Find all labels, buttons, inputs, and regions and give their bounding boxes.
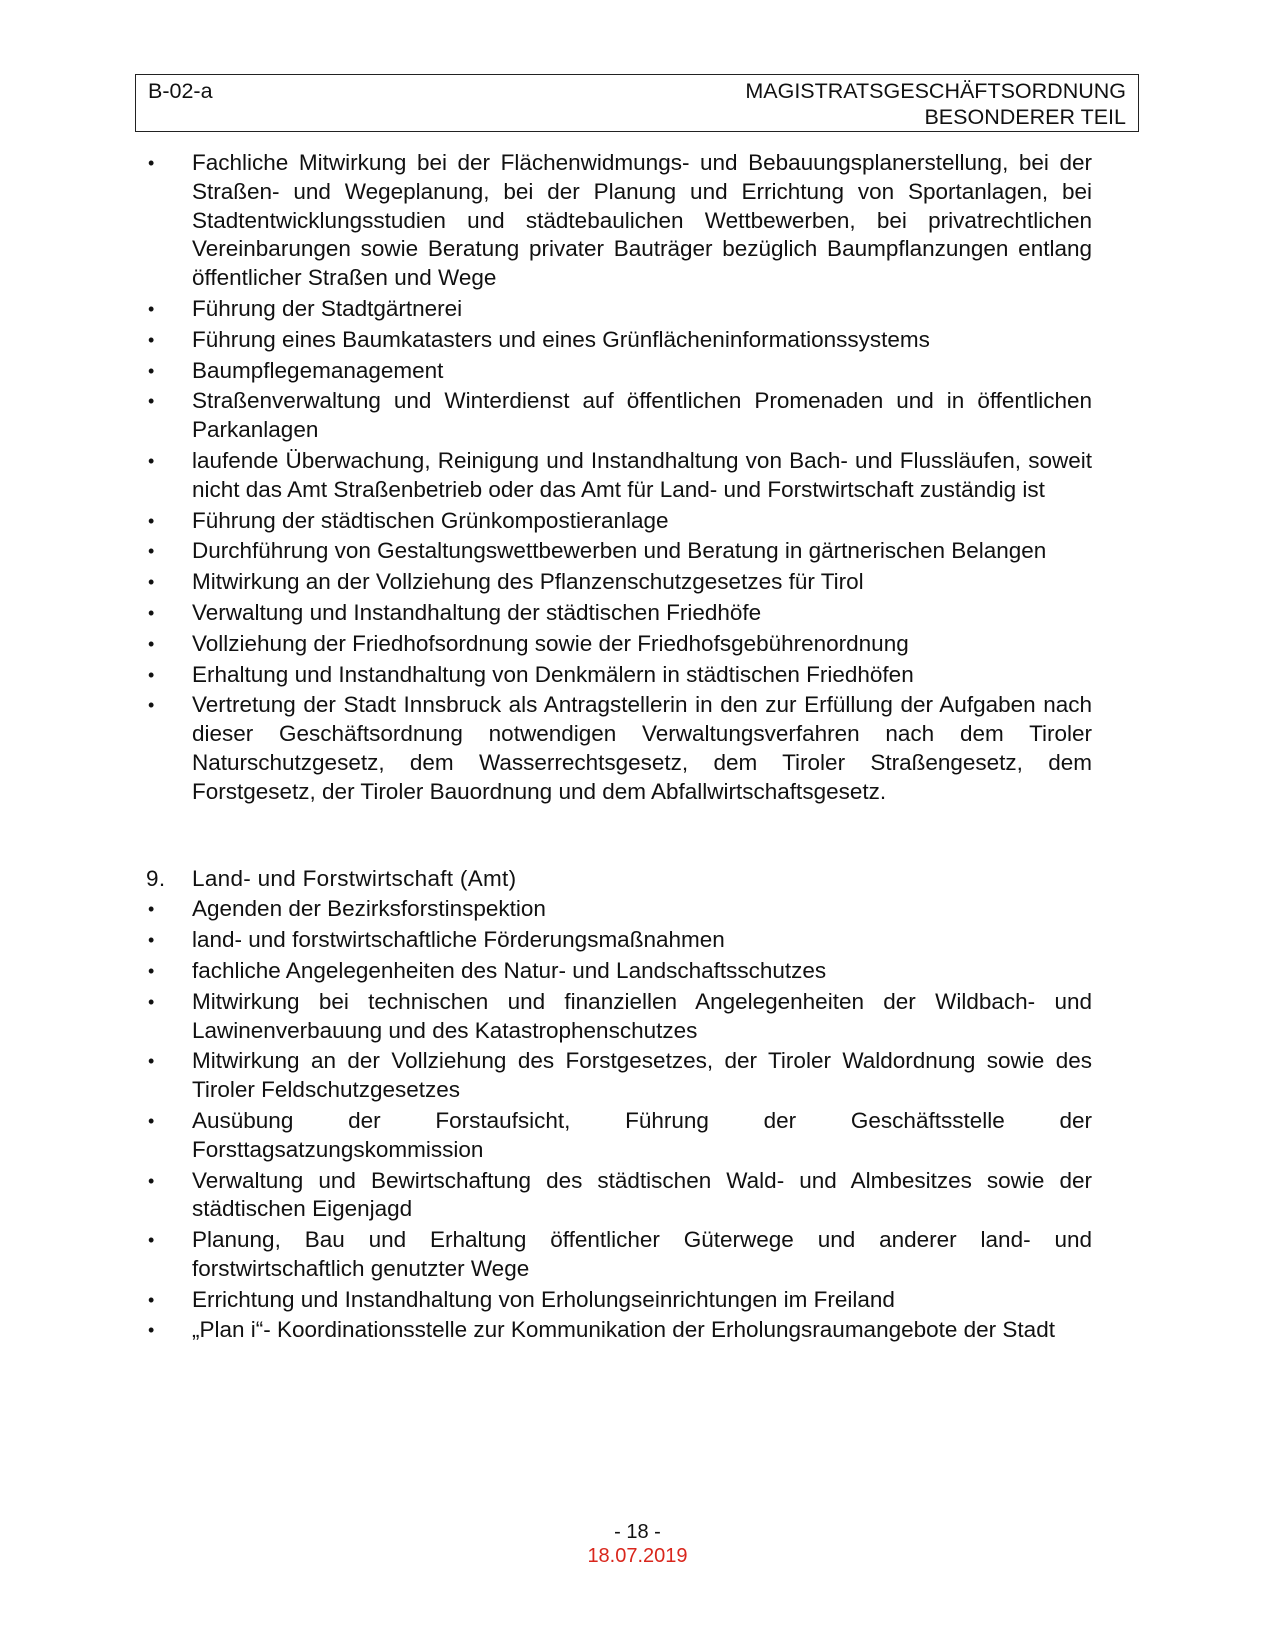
bullet-icon: • <box>148 602 155 623</box>
list-item-text: Vertretung der Stadt Innsbruck als Antragstellerin in den zur Erfüllung der Aufgaben nach dieser Geschäftsordnung notwendigen Verwaltungsverfahren nach dem Tiroler Naturschutzgesetz, dem Wasserrechtsgesetz, dem Tiroler Straßengesetz, dem Forstgesetz, der Tiroler Bauordnung und dem Abfallwirtschaftsgesetz. <box>192 692 1092 804</box>
list-item-text: land- und forstwirtschaftliche Förderungsmaßnahmen <box>192 927 725 953</box>
list-item-text: Führung der städtischen Grünkompostieranlage <box>192 507 669 533</box>
list-item <box>146 1316 1092 1345</box>
bullet-icon: • <box>148 664 155 685</box>
list-item-text: Mitwirkung bei technischen und finanziellen Angelegenheiten der Wildbach- und Lawinenverbauung und des Katastrophenschutzes <box>192 988 1092 1043</box>
list-item <box>146 1047 1092 1105</box>
list-item-text: Verwaltung und Bewirtschaftung des städtischen Wald- und Almbesitzes sowie der städtischen Eigenjagd <box>192 1167 1092 1222</box>
list-item-text: Errichtung und Instandhaltung von Erholungseinrichtungen im Freiland <box>192 1286 895 1312</box>
bullet-icon: • <box>148 572 155 593</box>
list-item <box>146 149 1092 293</box>
list-item <box>146 988 1092 1046</box>
list-item <box>146 295 1092 324</box>
list-item <box>146 1107 1092 1165</box>
page-footer <box>0 1520 1275 1568</box>
header-title-block <box>745 78 1126 130</box>
list-item <box>146 691 1092 806</box>
bullet-icon: • <box>148 695 155 716</box>
list-item-text: Vollziehung der Friedhofsordnung sowie der Friedhofsgebührenordnung <box>192 630 909 656</box>
bullet-icon: • <box>148 633 155 654</box>
page-header <box>135 74 1139 132</box>
bullet-icon: • <box>148 510 155 531</box>
header-title-line1: MAGISTRATSGESCHÄFTSORDNUNG <box>745 79 1126 103</box>
list-item <box>146 447 1092 505</box>
bullet-icon: • <box>148 153 155 173</box>
list-item-text: laufende Überwachung, Reinigung und Instandhaltung von Bach- und Flussläufen, soweit nicht das Amt Straßenbetrieb oder das Amt für Land- und Forstwirtschaft zuständig ist <box>192 447 1092 502</box>
list-item <box>146 661 1092 690</box>
bullet-icon: • <box>148 298 155 319</box>
list-item <box>146 1167 1092 1225</box>
document-id: B-02-a <box>148 79 213 103</box>
footer-date: 18.07.2019 <box>587 1545 688 1567</box>
list-item <box>146 326 1092 355</box>
list-item-text: Agenden der Bezirksforstinspektion <box>192 896 546 922</box>
list-item <box>146 895 1092 924</box>
bullet-icon: • <box>148 1320 155 1341</box>
list-item-text: Durchführung von Gestaltungswettbewerben und Beratung in gärtnerischen Belangen <box>192 538 1047 564</box>
section-heading <box>146 865 1092 894</box>
section-number: 9. <box>146 865 166 891</box>
list-item-text: Straßenverwaltung und Winterdienst auf öffentlichen Promenaden und in öffentlichen Parkanlagen <box>192 388 1092 443</box>
list-item <box>146 926 1092 955</box>
bullet-icon: • <box>148 991 155 1012</box>
bullet-icon: • <box>148 1170 155 1191</box>
list-item-text: Führung der Stadtgärtnerei <box>192 295 463 321</box>
list-item <box>146 630 1092 659</box>
bullet-icon: • <box>148 541 155 562</box>
list-item-text: Mitwirkung an der Vollziehung des Pflanzenschutzgesetzes für Tirol <box>192 569 864 595</box>
list-item-text: „Plan i“- Koordinationsstelle zur Kommunikation der Erholungsraumangebote der Stadt <box>192 1317 1055 1343</box>
section-title: Land- und Forstwirtschaft (Amt) <box>192 865 517 891</box>
list-item <box>146 1286 1092 1315</box>
bullet-icon: • <box>148 899 155 920</box>
list-item <box>146 507 1092 536</box>
list-item <box>146 1226 1092 1284</box>
bullet-icon: • <box>148 391 155 412</box>
list-item-text: Baumpflegemanagement <box>192 357 444 383</box>
bullet-list-2 <box>146 895 1092 1345</box>
list-item <box>146 568 1092 597</box>
list-item <box>146 599 1092 628</box>
bullet-icon: • <box>148 1110 155 1131</box>
list-item-text: Planung, Bau und Erhaltung öffentlicher Güterwege und anderer land- und forstwirtschaftlich genutzter Wege <box>192 1227 1092 1281</box>
list-item-text: Führung eines Baumkatasters und eines Grünflächeninformationssystems <box>192 326 930 352</box>
bullet-icon: • <box>148 1289 155 1310</box>
list-item-text: fachliche Angelegenheiten des Natur- und Landschaftsschutzes <box>192 957 827 983</box>
page-content <box>146 149 1092 1347</box>
bullet-icon: • <box>148 930 155 951</box>
list-item <box>146 537 1092 566</box>
list-item-text: Mitwirkung an der Vollziehung des Forstgesetzes, der Tiroler Waldordnung sowie des Tiroler Feldschutzgesetzes <box>192 1048 1092 1103</box>
header-title-line2: BESONDERER TEIL <box>924 105 1126 129</box>
bullet-icon: • <box>148 360 155 381</box>
bullet-icon: • <box>148 329 155 350</box>
list-item-text: Verwaltung und Instandhaltung der städtischen Friedhöfe <box>192 599 762 625</box>
list-item <box>146 957 1092 986</box>
list-item-text: Ausübung der Forstaufsicht, Führung der Geschäftsstelle der Forsttagsatzungskommission <box>192 1107 1092 1162</box>
bullet-icon: • <box>148 1051 155 1072</box>
list-item <box>146 387 1092 445</box>
bullet-list-1 <box>146 149 1092 807</box>
bullet-icon: • <box>148 1230 155 1251</box>
bullet-icon: • <box>148 450 155 471</box>
page-number: - 18 - <box>614 1521 661 1543</box>
bullet-icon: • <box>148 960 155 981</box>
list-item-text: Erhaltung und Instandhaltung von Denkmälern in städtischen Friedhöfen <box>192 661 914 687</box>
list-item-text: Fachliche Mitwirkung bei der Flächenwidmungs- und Bebauungsplanerstellung, bei der Straßen- und Wegeplanung, bei der Planung und Errichtung von Sportanlagen, bei Stadtentwicklungsstudien und städtebaulichen Wettbewerben, bei privatrechtlichen Vereinbarungen sowie Beratung privater Bauträger bezüglich Baumpflanzungen entlang öffentlicher Straßen und Wege <box>192 150 1092 291</box>
list-item <box>146 357 1092 386</box>
